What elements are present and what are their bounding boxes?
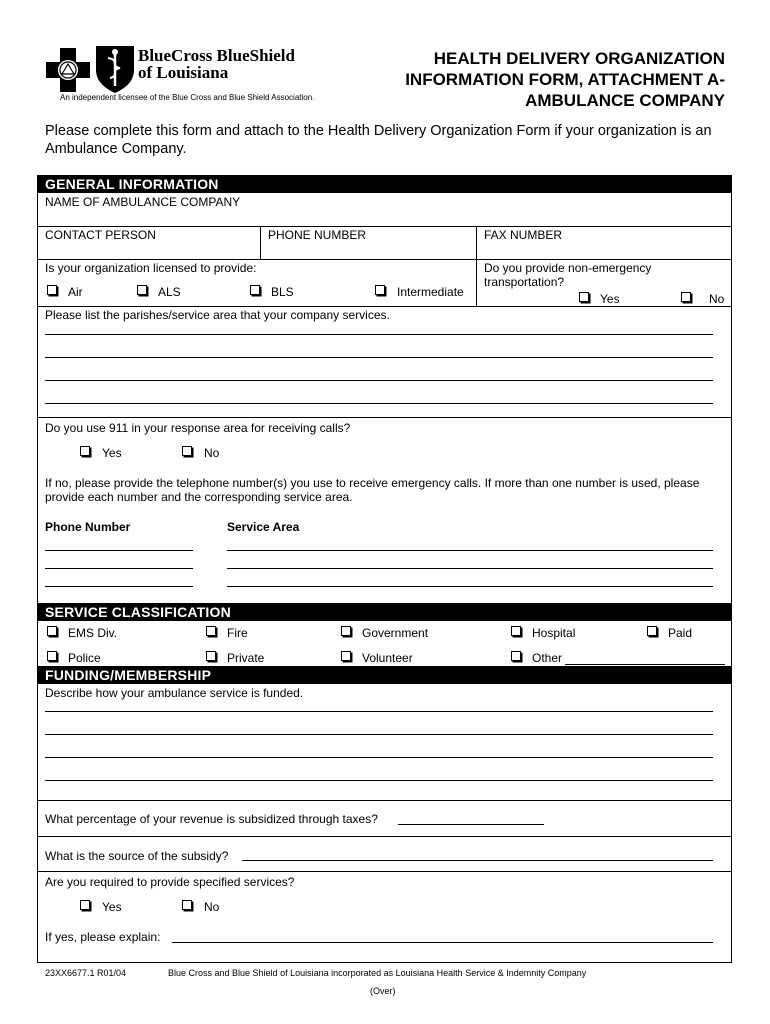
service-area-line-1[interactable] [227,550,713,551]
over-note: (Over) [370,986,396,996]
logo-name-line1: BlueCross BlueShield [138,46,295,65]
form-number: 23XX6677.1 R01/04 [45,968,127,978]
logo [46,44,316,106]
non-emergency-no-label: No [709,292,725,306]
checkbox-bls[interactable] [250,285,260,295]
contact-person-label: CONTACT PERSON [45,228,156,242]
subsidy-source-line[interactable] [242,860,713,861]
divider [37,800,732,801]
specified-services-question: Are you required to provide specified services? [45,875,295,889]
checkbox-specified-yes[interactable] [80,900,90,910]
non-emergency-question: Do you provide non-emergency transportation? [484,261,652,289]
phone-number-label: PHONE NUMBER [268,228,367,242]
checkbox-government[interactable] [341,626,351,636]
checkbox-non-emergency-no[interactable] [681,292,691,302]
funding-line-4[interactable] [45,780,713,781]
divider [37,306,732,307]
title-line1: HEALTH DELIVERY ORGANIZATION [433,49,725,68]
funding-line-1[interactable] [45,711,713,712]
license-option-als: ALS [158,285,181,299]
checkbox-hospital[interactable] [511,626,521,636]
title-line2: INFORMATION FORM, ATTACHMENT A- [405,70,725,89]
funding-describe-label: Describe how your ambulance service is funded. [45,686,304,700]
divider [37,836,732,837]
company-name-field[interactable] [38,210,731,226]
use-911-question: Do you use 911 in your response area for receiving calls? [45,421,351,435]
emergency-phone-line-3[interactable] [45,586,193,587]
checkbox-als[interactable] [137,285,147,295]
license-option-intermediate: Intermediate [397,285,464,299]
service-area-column-label: Service Area [227,520,300,534]
checkbox-police[interactable] [47,651,57,661]
parishes-line-3[interactable] [45,380,713,381]
classification-hospital: Hospital [532,626,576,640]
classification-volunteer: Volunteer [362,651,413,665]
checkbox-private[interactable] [206,651,216,661]
checkbox-911-yes[interactable] [80,446,90,456]
parishes-line-2[interactable] [45,357,713,358]
checkbox-intermediate[interactable] [375,285,385,295]
divider [37,259,732,260]
blue-cross-icon [46,48,90,92]
funding-line-2[interactable] [45,734,713,735]
funding-membership-heading: FUNDING/MEMBERSHIP [37,666,732,684]
phone-number-column-label: Phone Number [45,520,131,534]
logo-tagline: An independent licensee of the Blue Cross and Blue Shield Association. [60,93,315,102]
service-area-line-2[interactable] [227,568,713,569]
checkbox-air[interactable] [47,285,57,295]
classification-other: Other [532,651,563,665]
license-option-bls: BLS [271,285,294,299]
specified-no-label: No [204,900,220,914]
checkbox-other[interactable] [511,651,521,661]
phone-number-field[interactable] [261,243,475,257]
classification-fire: Fire [227,626,248,640]
checkbox-non-emergency-yes[interactable] [579,292,589,302]
divider [37,417,732,418]
divider [37,226,732,227]
divider [476,226,477,306]
funding-line-3[interactable] [45,757,713,758]
use-911-no-label: No [204,446,220,460]
subsidy-source-question: What is the source of the subsidy? [45,849,229,863]
intro-text: Please complete this form and attach to the Health Delivery Organization Form if your organization is an Ambulance Company. [45,123,712,157]
classification-police: Police [68,651,101,665]
footer-company-text: Blue Cross and Blue Shield of Louisiana incorporated as Louisiana Health Service & Indemnity Company [168,968,587,978]
use-911-yes-label: Yes [102,446,122,460]
emergency-phone-line-2[interactable] [45,568,193,569]
classification-ems-div: EMS Div. [68,626,118,640]
service-classification-heading: SERVICE CLASSIFICATION [37,603,732,621]
general-information-heading: GENERAL INFORMATION [37,175,732,193]
checkbox-specified-no[interactable] [182,900,192,910]
form-title [405,48,725,111]
checkbox-fire[interactable] [206,626,216,636]
parishes-label: Please list the parishes/service area that your company services. [45,308,390,322]
if-no-text: If no, please provide the telephone number(s) you use to receive emergency calls. If more than one number is used, please provide each number and the corresponding service area. [45,476,700,504]
specified-yes-label: Yes [102,900,122,914]
explain-label: If yes, please explain: [45,930,161,944]
checkbox-volunteer[interactable] [341,651,351,661]
emergency-phone-line-1[interactable] [45,550,193,551]
licensed-question: Is your organization licensed to provide: [45,261,257,275]
other-specify-line[interactable] [565,664,725,665]
checkbox-ems-div[interactable] [47,626,57,636]
parishes-line-1[interactable] [45,334,713,335]
checkbox-paid[interactable] [647,626,657,636]
explain-line[interactable] [172,942,713,943]
checkbox-911-no[interactable] [182,446,192,456]
fax-number-field[interactable] [477,243,731,257]
title-line3: AMBULANCE COMPANY [525,91,725,110]
license-option-air: Air [68,285,83,299]
fax-number-label: FAX NUMBER [484,228,563,242]
subsidy-percentage-line[interactable] [398,824,544,825]
non-emergency-yes-label: Yes [600,292,620,306]
subsidy-percentage-question: What percentage of your revenue is subsidized through taxes? [45,812,378,826]
classification-private: Private [227,651,265,665]
logo-name-line2: of Louisiana [138,63,229,82]
company-name-label: NAME OF AMBULANCE COMPANY [45,195,241,209]
classification-paid: Paid [668,626,693,640]
parishes-line-4[interactable] [45,403,713,404]
contact-person-field[interactable] [38,243,259,257]
divider [37,871,732,872]
blue-shield-icon [94,44,136,94]
service-area-line-3[interactable] [227,586,713,587]
classification-government: Government [362,626,429,640]
